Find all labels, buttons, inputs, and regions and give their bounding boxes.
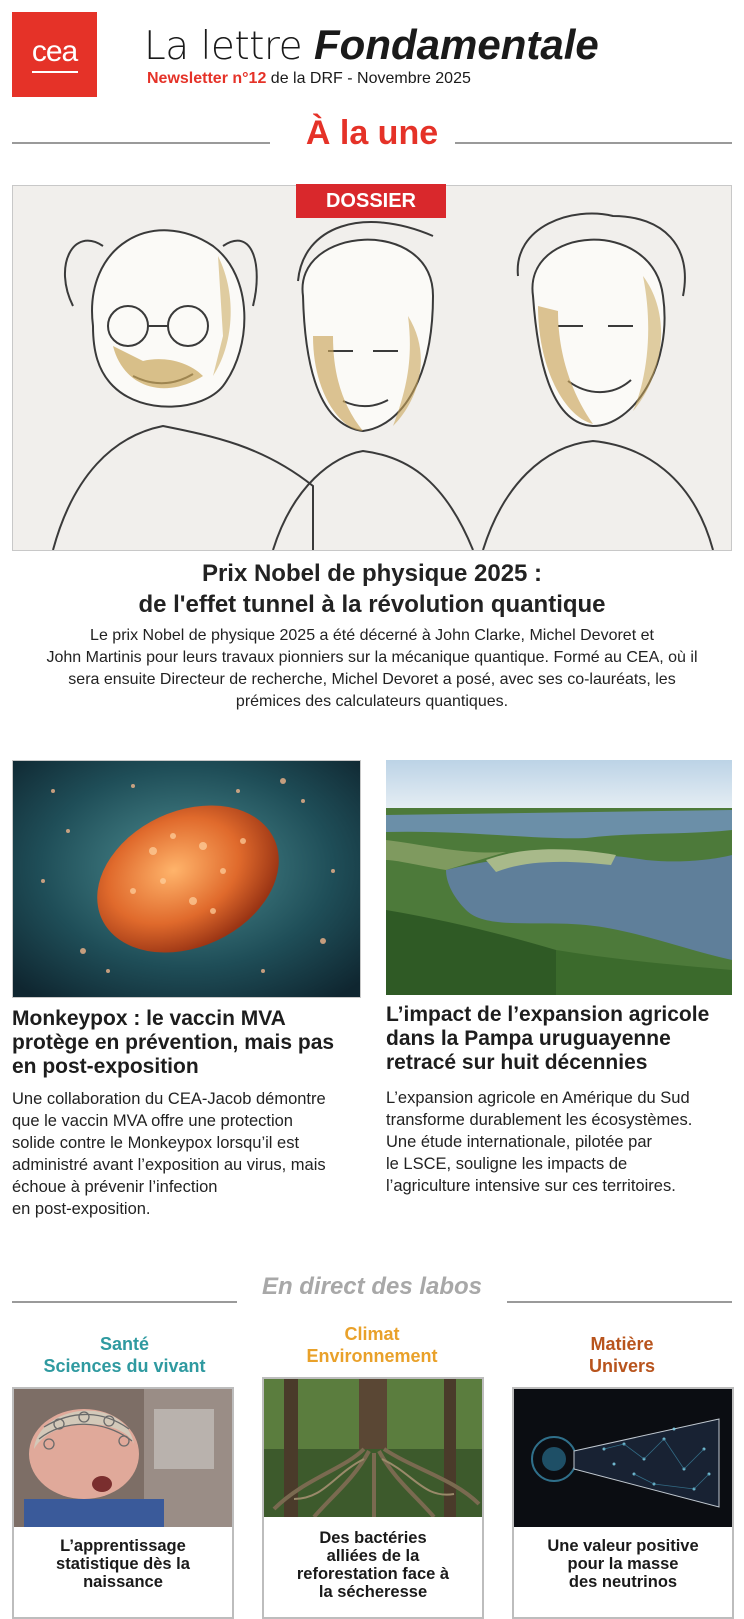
- divider-left: [12, 1301, 237, 1303]
- title-line[interactable]: statistique dès la: [56, 1555, 190, 1573]
- title-line[interactable]: protège en prévention, mais pas: [12, 1031, 335, 1054]
- title-line[interactable]: naissance: [83, 1573, 163, 1591]
- title-line[interactable]: Une valeur positive: [547, 1537, 699, 1555]
- summary-line: échoue à prévenir l’infection: [12, 1178, 218, 1196]
- lab-card-matiere[interactable]: [512, 1387, 734, 1619]
- lab-title-sante[interactable]: [14, 1537, 232, 1591]
- pampa-landscape-image[interactable]: [386, 760, 732, 995]
- lab-title-climat[interactable]: [264, 1529, 482, 1601]
- dossier-badge[interactable]: DOSSIER: [296, 184, 446, 218]
- newsletter-title: [144, 22, 599, 70]
- forest-roots-image: [264, 1379, 482, 1517]
- article-summary-pampa: [386, 1087, 736, 1197]
- article-title-monkeypox[interactable]: [12, 1007, 362, 1079]
- title-line[interactable]: en post-exposition: [12, 1055, 199, 1078]
- category-sante[interactable]: [12, 1333, 237, 1377]
- summary-line: Une collaboration du CEA-Jacob démontre: [12, 1090, 326, 1108]
- title-line[interactable]: L’impact de l’expansion agricole: [386, 1003, 710, 1026]
- title-line[interactable]: Monkeypox : le vaccin MVA: [12, 1007, 286, 1030]
- dossier-headline-line2[interactable]: de l'effet tunnel à la révolution quantique: [138, 591, 606, 618]
- category-matiere[interactable]: [512, 1333, 732, 1377]
- summary-line: Le prix Nobel de physique 2025 a été décerné à John Clarke, Michel Devoret et: [90, 627, 654, 644]
- section-title-labos: En direct des labos: [261, 1273, 483, 1300]
- summary-line: John Martinis pour leurs travaux pionniers sur la mécanique quantique. Formé au CEA, où il: [46, 649, 698, 666]
- summary-line: administré avant l’exposition au virus, mais: [12, 1156, 326, 1174]
- summary-line: Une étude internationale, pilotée par: [386, 1133, 653, 1151]
- title-line[interactable]: Des bactéries: [319, 1529, 427, 1547]
- title-line[interactable]: des neutrinos: [568, 1573, 678, 1591]
- title-line[interactable]: alliées de la: [326, 1547, 420, 1565]
- section-title-une: À la une: [305, 114, 439, 152]
- logo-underline: [32, 71, 78, 73]
- logo-text: cea: [31, 34, 78, 68]
- title-line[interactable]: dans la Pampa uruguayenne: [386, 1027, 671, 1050]
- title-line[interactable]: reforestation face à: [296, 1565, 450, 1583]
- lab-title-matiere[interactable]: [514, 1537, 732, 1591]
- section-header-labos: [12, 1273, 732, 1313]
- summary-line: en post-exposition.: [12, 1200, 151, 1218]
- title-light: La lettre: [144, 24, 315, 69]
- summary-line: l’agriculture intensive sur ces territoires.: [386, 1177, 676, 1195]
- dossier-summary: [12, 625, 732, 713]
- summary-line: le LSCE, souligne les impacts de: [386, 1155, 628, 1173]
- dossier-headline-line1[interactable]: Prix Nobel de physique 2025 :: [201, 560, 543, 587]
- cosmic-web-image: [514, 1389, 732, 1527]
- category-climat[interactable]: [262, 1323, 482, 1367]
- newsletter-subtitle: [147, 70, 471, 88]
- title-line[interactable]: pour la masse: [567, 1555, 679, 1573]
- article-summary-monkeypox: [12, 1088, 367, 1220]
- category-line[interactable]: Sciences du vivant: [43, 1356, 206, 1376]
- summary-line: transforme durablement les écosystèmes.: [386, 1111, 693, 1129]
- article-title-pampa[interactable]: [386, 1003, 736, 1075]
- title-line[interactable]: la sécheresse: [318, 1583, 428, 1601]
- dossier-headline[interactable]: [12, 558, 732, 620]
- cea-logo[interactable]: [12, 12, 97, 97]
- lab-card-climat[interactable]: [262, 1377, 484, 1619]
- summary-line: que le vaccin MVA offre une protection: [12, 1112, 293, 1130]
- category-line[interactable]: Santé: [99, 1334, 150, 1354]
- category-line[interactable]: Matière: [590, 1334, 654, 1354]
- divider-right: [507, 1301, 732, 1303]
- title-bold: Fondamentale: [314, 21, 599, 68]
- newsletter-header: [12, 12, 732, 98]
- title-line[interactable]: retracé sur huit décennies: [386, 1051, 648, 1074]
- category-line[interactable]: Univers: [588, 1356, 656, 1376]
- section-header-une: [12, 114, 732, 154]
- lab-card-sante[interactable]: [12, 1387, 234, 1619]
- category-line[interactable]: Environnement: [306, 1346, 438, 1366]
- category-line[interactable]: Climat: [344, 1324, 400, 1344]
- summary-line: L’expansion agricole en Amérique du Sud: [386, 1089, 690, 1107]
- newsletter-date: de la DRF - Novembre 2025: [266, 70, 471, 87]
- monkeypox-virus-image[interactable]: [12, 760, 361, 998]
- summary-line: sera ensuite Directeur de recherche, Michel Devoret a posé, avec ses co-lauréats, les: [68, 671, 676, 688]
- title-line[interactable]: L’apprentissage: [60, 1537, 186, 1555]
- summary-line: prémices des calculateurs quantiques.: [235, 693, 509, 710]
- nobel-laureates-illustration[interactable]: [12, 185, 732, 551]
- newsletter-number: Newsletter n°12: [147, 70, 267, 87]
- summary-line: solide contre le Monkeypox lorsqu’il est: [12, 1134, 300, 1152]
- baby-eeg-image: [14, 1389, 232, 1527]
